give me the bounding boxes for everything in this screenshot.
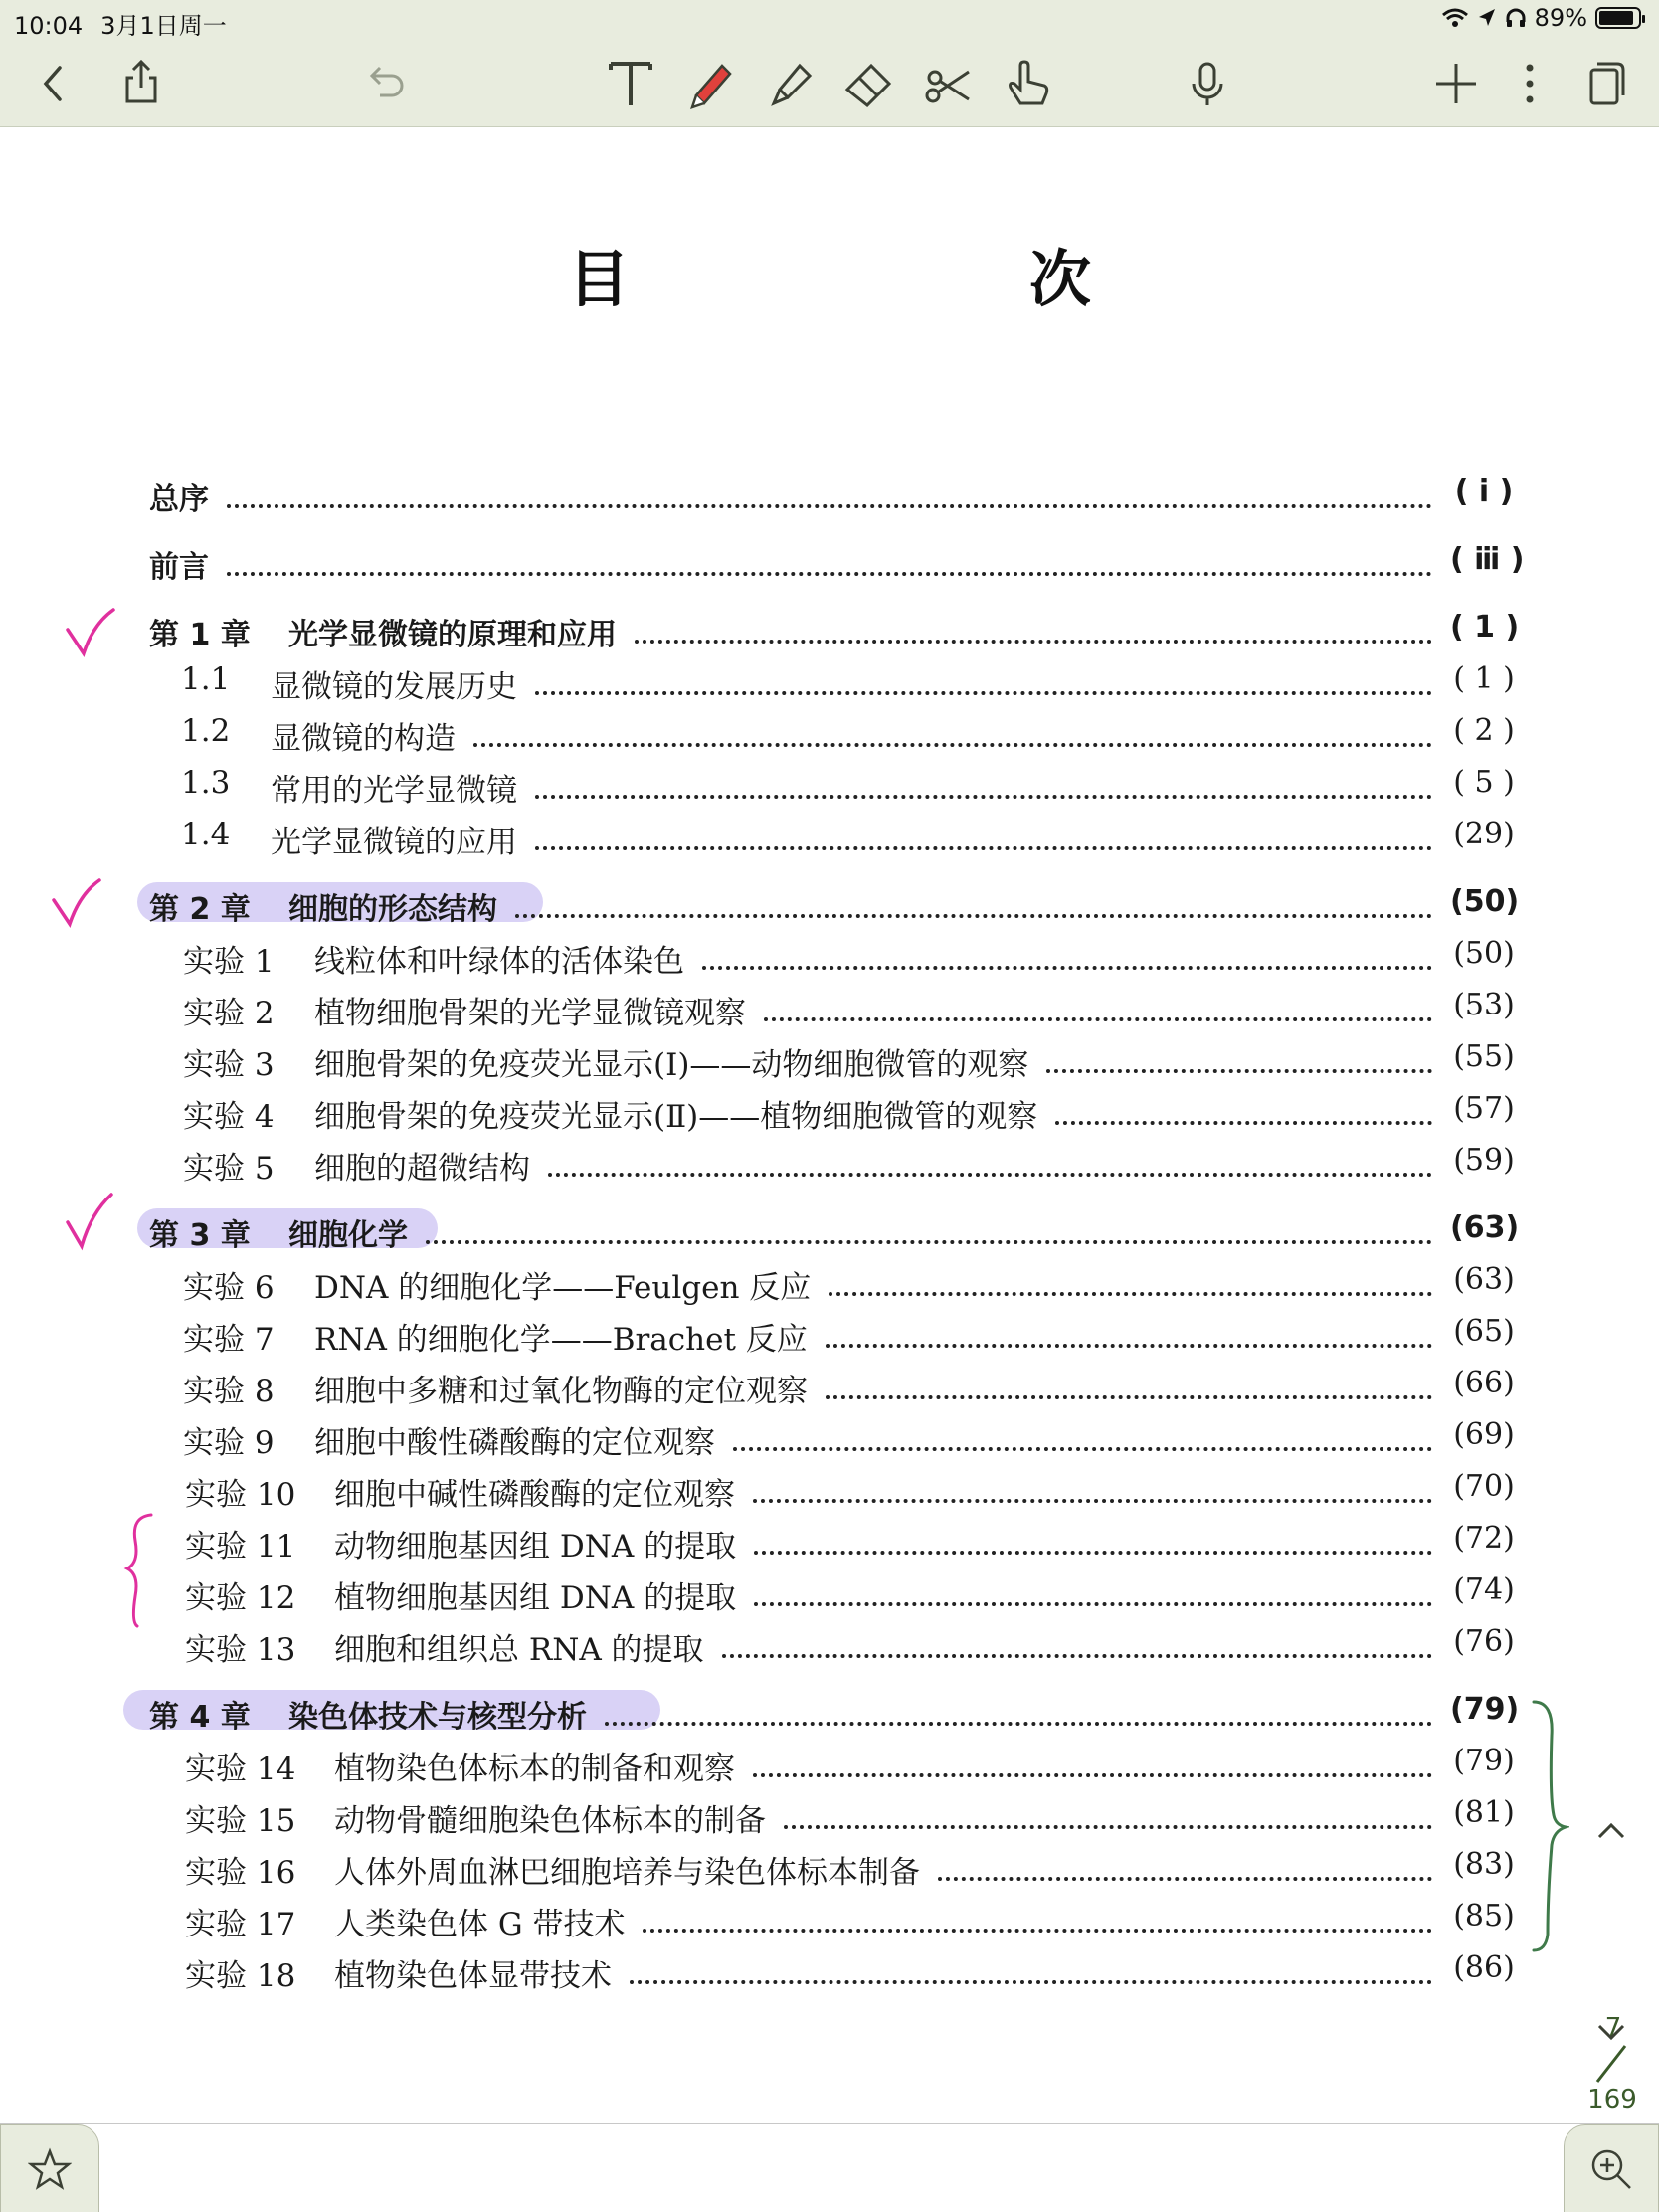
battery-percent: 89% <box>1534 4 1587 32</box>
toc-entry-number: 第 3 章 <box>149 1218 251 1253</box>
hand-tool-button[interactable] <box>997 52 1060 115</box>
toc-entry-number: 前言 <box>149 550 209 585</box>
toc-entry-number: 1.3 <box>181 765 231 801</box>
toc-page-number: (57) <box>1453 1091 1515 1126</box>
toc-entry-title: 植物细胞骨架的光学显微镜观察 <box>314 996 746 1031</box>
pen-icon <box>682 56 738 111</box>
toc-page-number: ( ⅰ ) <box>1454 474 1514 509</box>
dot-leader <box>535 765 1432 799</box>
toc-page-number: (86) <box>1453 1950 1515 1985</box>
eraser-icon <box>841 56 897 111</box>
toc-entry-title: 染色体技术与核型分析 <box>288 1700 587 1735</box>
toc-entry-number: 实验 6 <box>183 1270 275 1306</box>
dot-leader <box>754 1572 1432 1606</box>
handwritten-brace-icon <box>1530 1696 1569 1954</box>
toc-page-number: (63) <box>1453 1262 1515 1297</box>
zoom-in-icon <box>1588 2146 1634 2192</box>
toc-entry-row[interactable] <box>0 1083 1659 1135</box>
toc-entry-title: 细胞骨架的免疫荧光显示(Ⅱ)——植物细胞微管的观察 <box>314 1099 1038 1135</box>
dot-leader <box>635 610 1432 644</box>
toc-entry-title: 光学显微镜的应用 <box>271 825 517 860</box>
dot-leader <box>548 1143 1432 1177</box>
toc-entry-number: 第 1 章 <box>149 618 251 652</box>
toc-entry-row[interactable] <box>0 928 1659 980</box>
handwritten-check-icon <box>48 874 107 934</box>
toc-entry-row[interactable] <box>0 809 1659 860</box>
toc-entry-number: 实验 10 <box>185 1477 296 1513</box>
lasso-button[interactable] <box>917 52 981 115</box>
toc-entry-title: 细胞中碱性磷酸酶的定位观察 <box>334 1477 735 1513</box>
dot-leader <box>722 1624 1432 1658</box>
toc-page-number: ( ⅲ ) <box>1450 542 1525 577</box>
handwritten-check-icon <box>62 1193 121 1252</box>
document-page[interactable] <box>0 128 1659 2123</box>
eraser-button[interactable] <box>837 52 901 115</box>
highlighter-icon <box>762 56 818 111</box>
current-page-number: 7 <box>1604 2013 1622 2043</box>
toc-entry-number: 实验 4 <box>183 1099 275 1135</box>
dot-leader <box>535 817 1432 850</box>
toc-chapter-row[interactable] <box>0 602 1659 652</box>
text-tool-button[interactable] <box>599 52 662 115</box>
location-icon <box>1477 7 1497 29</box>
toc-entry-number: 实验 3 <box>183 1047 275 1083</box>
toc-page-number: (79) <box>1450 1692 1520 1727</box>
dot-leader <box>1046 1039 1432 1073</box>
toc-page-number: (29) <box>1453 817 1515 851</box>
toc-entry-row[interactable] <box>0 1787 1659 1839</box>
toc-entry-number: 1.4 <box>181 817 231 852</box>
more-icon <box>1502 56 1558 111</box>
toc-page-number: (55) <box>1453 1039 1515 1074</box>
back-button[interactable] <box>22 52 86 115</box>
toc-page-number: (53) <box>1453 988 1515 1022</box>
toc-page-number: (63) <box>1450 1210 1520 1245</box>
toc-entry-title: 植物染色体显带技术 <box>334 1958 612 1994</box>
toc-entry-title: 细胞中酸性磷酸酶的定位观察 <box>314 1425 715 1461</box>
toc-entry-number: 实验 15 <box>185 1803 296 1839</box>
toc-entry-title: 显微镜的发展历史 <box>271 669 517 705</box>
toc-entry-row[interactable] <box>0 1891 1659 1942</box>
toc-chapter-row[interactable] <box>0 876 1659 927</box>
headphones-icon <box>1505 7 1527 29</box>
toc-entry-title: 细胞中多糖和过氧化物酶的定位观察 <box>314 1374 808 1409</box>
toc-entry-number: 实验 9 <box>183 1425 275 1461</box>
undo-icon <box>358 56 414 111</box>
toc-entry-number: 实验 12 <box>185 1580 296 1616</box>
toc-entry-number: 总序 <box>149 482 209 517</box>
dot-leader <box>227 474 1432 508</box>
toc-page-number: ( 2 ) <box>1453 713 1515 748</box>
dot-leader <box>643 1899 1432 1933</box>
toc-entry-row[interactable] <box>0 1306 1659 1358</box>
highlighter-button[interactable] <box>758 52 822 115</box>
toc-page-number: ( 5 ) <box>1453 765 1515 800</box>
status-bar-right <box>1441 4 1641 32</box>
app-toolbar <box>0 0 1659 127</box>
toc-chapter-row[interactable] <box>0 1202 1659 1253</box>
toc-entry-row[interactable] <box>0 1736 1659 1787</box>
toc-entry-row[interactable] <box>0 1358 1659 1409</box>
back-icon <box>26 56 82 111</box>
battery-icon <box>1595 7 1641 29</box>
toc-page-number: (50) <box>1453 936 1515 971</box>
wifi-icon <box>1441 7 1469 29</box>
dot-leader <box>826 1366 1432 1399</box>
dot-leader <box>630 1950 1432 1984</box>
handwritten-check-icon <box>62 604 121 663</box>
handwritten-brace-icon <box>121 1511 161 1630</box>
share-button[interactable] <box>109 52 173 115</box>
toc-entry-row[interactable] <box>0 1031 1659 1083</box>
toc-entry-title: 动物细胞基因组 DNA 的提取 <box>334 1529 737 1565</box>
zoom-button[interactable] <box>1564 2124 1659 2212</box>
toc-entry-row[interactable] <box>0 1616 1659 1668</box>
toc-entry-title: 植物细胞基因组 DNA 的提取 <box>334 1580 737 1616</box>
toc-entry-title: 细胞化学 <box>288 1218 408 1253</box>
toc-entry-row[interactable] <box>0 1135 1659 1187</box>
toc-entry-number: 实验 1 <box>183 944 275 980</box>
undo-button[interactable] <box>354 52 418 115</box>
battery-level <box>1599 11 1633 25</box>
share-icon <box>113 56 169 111</box>
toc-entry-row[interactable] <box>0 980 1659 1031</box>
toc-entry-number: 第 4 章 <box>149 1700 251 1735</box>
toc-entry-number: 实验 14 <box>185 1751 296 1787</box>
dot-leader <box>227 542 1432 576</box>
star-icon <box>28 2147 72 2191</box>
toc-page-number: (85) <box>1453 1899 1515 1934</box>
toc-page-number: (74) <box>1453 1572 1515 1607</box>
toc-entry-title: 光学显微镜的原理和应用 <box>288 618 617 652</box>
toc-page-number: (70) <box>1453 1469 1515 1504</box>
plus-icon <box>1428 56 1484 111</box>
microphone-button[interactable] <box>1176 52 1239 115</box>
toc-entry-row[interactable] <box>0 1513 1659 1565</box>
toc-entry-row[interactable] <box>0 1409 1659 1461</box>
total-page-count: 169 <box>1587 2085 1637 2115</box>
toc-page-number: (69) <box>1453 1417 1515 1452</box>
lasso-scissors-icon <box>921 56 977 111</box>
dot-leader <box>753 1469 1432 1503</box>
toc-entry-row[interactable] <box>0 466 1659 517</box>
status-date: 3月1日周一 <box>100 12 227 40</box>
dot-leader <box>702 936 1432 970</box>
toc-entry-title: 人类染色体 G 带技术 <box>334 1907 626 1942</box>
toc-page-number: (83) <box>1453 1847 1515 1882</box>
dot-leader <box>826 1314 1432 1348</box>
toc-entry-row[interactable] <box>0 757 1659 809</box>
pen-button[interactable] <box>678 52 742 115</box>
toc-entry-row[interactable] <box>0 705 1659 757</box>
toc-entry-title: 常用的光学显微镜 <box>271 773 517 809</box>
toc-entry-row[interactable] <box>0 1942 1659 1994</box>
toc-page-number: (50) <box>1450 884 1520 919</box>
dot-leader <box>473 713 1432 747</box>
dot-leader <box>753 1744 1432 1777</box>
add-page-button[interactable] <box>1424 52 1488 115</box>
toc-entry-row[interactable] <box>0 534 1659 585</box>
toc-entry-title: 细胞的超微结构 <box>314 1151 530 1187</box>
pages-icon <box>1577 56 1633 111</box>
status-time: 10:04 <box>14 12 84 40</box>
chevron-up-icon <box>1595 1821 1627 1841</box>
toc-entry-number: 实验 2 <box>183 996 275 1031</box>
microphone-icon <box>1180 56 1235 111</box>
toc-entry-number: 1.1 <box>181 661 231 697</box>
toc-page-number: (79) <box>1453 1744 1515 1778</box>
favorite-button[interactable] <box>0 2124 99 2212</box>
toc-entry-title: 植物染色体标本的制备和观察 <box>334 1751 735 1787</box>
dot-leader <box>515 884 1432 918</box>
toc-entry-number: 实验 5 <box>183 1151 275 1187</box>
dot-leader <box>1055 1091 1432 1125</box>
toc-entry-row[interactable] <box>0 653 1659 705</box>
toc-entry-title: RNA 的细胞化学——Brachet 反应 <box>314 1322 808 1358</box>
dot-leader <box>764 988 1432 1021</box>
toc-entry-number: 实验 17 <box>185 1907 296 1942</box>
toc-page-number: (81) <box>1453 1795 1515 1830</box>
toc-entry-title: 细胞和组织总 RNA 的提取 <box>334 1632 704 1668</box>
toc-entry-title: 人体外周血淋巴细胞培养与染色体标本制备 <box>334 1855 920 1891</box>
previous-page-button[interactable] <box>1585 1805 1637 1857</box>
toc-page-number: (72) <box>1453 1521 1515 1556</box>
toc-entry-number: 实验 7 <box>183 1322 275 1358</box>
chevron-down-icon <box>1595 2022 1627 2042</box>
dot-leader <box>733 1417 1432 1451</box>
toc-chapter-row[interactable] <box>0 1684 1659 1735</box>
toc-entry-number: 1.2 <box>181 713 231 749</box>
toc-entry-row[interactable] <box>0 1254 1659 1306</box>
toc-entry-row[interactable] <box>0 1565 1659 1616</box>
dot-leader <box>938 1847 1432 1881</box>
next-page-button[interactable] <box>1585 2006 1637 2058</box>
toc-entry-number: 实验 16 <box>185 1855 296 1891</box>
status-bar-left <box>14 6 227 41</box>
dot-leader <box>535 661 1432 695</box>
toc-page-number: (66) <box>1453 1366 1515 1400</box>
dot-leader <box>754 1521 1432 1555</box>
toc-entry-number: 实验 13 <box>185 1632 296 1668</box>
dot-leader <box>426 1210 1432 1244</box>
pages-button[interactable] <box>1573 52 1637 115</box>
toc-entry-title: 动物骨髓细胞染色体标本的制备 <box>334 1803 766 1839</box>
more-button[interactable] <box>1498 52 1562 115</box>
toc-page-number: ( 1 ) <box>1453 661 1515 696</box>
toc-entry-title: 细胞的形态结构 <box>288 892 497 927</box>
dot-leader <box>605 1692 1432 1726</box>
bottom-bar <box>0 2123 1659 2212</box>
toc-page-number: ( 1 ) <box>1450 610 1520 645</box>
toc-entry-title: 细胞骨架的免疫荧光显示(Ⅰ)——动物细胞微管的观察 <box>314 1047 1029 1083</box>
toc-entry-number: 第 2 章 <box>149 892 251 927</box>
dot-leader <box>829 1262 1432 1296</box>
toc-entry-number: 实验 8 <box>183 1374 275 1409</box>
toc-page-number: (76) <box>1453 1624 1515 1659</box>
toc-entry-title: 线粒体和叶绿体的活体染色 <box>314 944 684 980</box>
page-title: 目 次 <box>567 243 1260 315</box>
toc-entry-row[interactable] <box>0 1839 1659 1891</box>
dot-leader <box>784 1795 1432 1829</box>
toc-entry-number: 实验 11 <box>185 1529 296 1565</box>
hand-pointer-icon <box>1001 56 1056 111</box>
toc-page-number: (65) <box>1453 1314 1515 1349</box>
toc-entry-number: 实验 18 <box>185 1958 296 1994</box>
toc-page-number: (59) <box>1453 1143 1515 1178</box>
toc-entry-title: DNA 的细胞化学——Feulgen 反应 <box>314 1270 812 1306</box>
text-tool-icon <box>603 56 658 111</box>
toc-entry-row[interactable] <box>0 1461 1659 1513</box>
toc-entry-title: 显微镜的构造 <box>271 721 456 757</box>
